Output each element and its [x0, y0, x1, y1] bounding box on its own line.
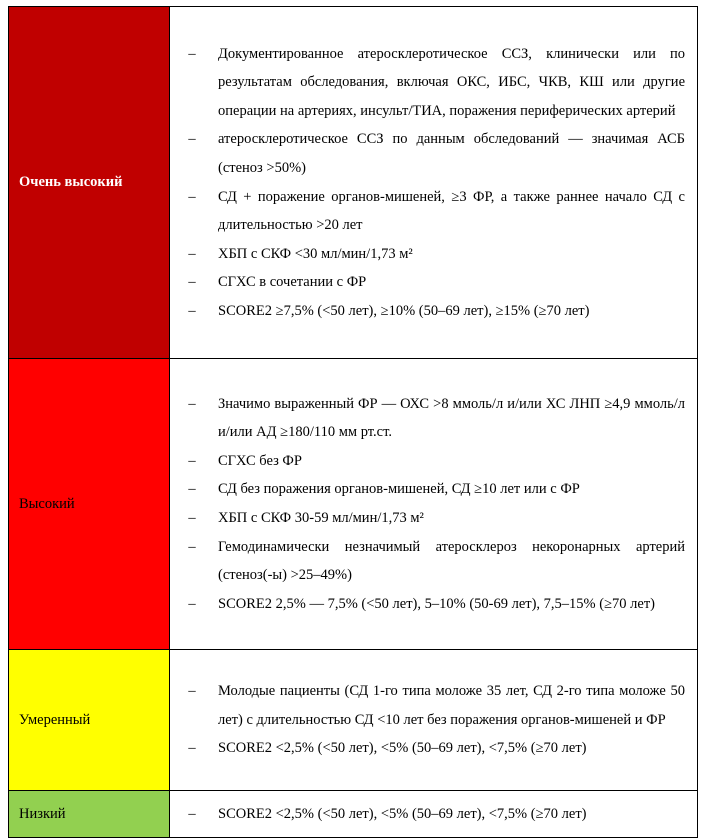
dash-bullet: – — [188, 131, 196, 148]
criteria-cell — [170, 791, 698, 838]
dash-bullet: – — [188, 805, 196, 822]
risk-level-very-high: Очень высокий — [9, 7, 170, 359]
dash-bullet: – — [188, 452, 196, 469]
criterion-text: СД + поражение органов-мишеней, ≥3 ФР, а также раннее начало СД с длительностью >20 лет — [218, 188, 685, 234]
criteria-cell — [170, 650, 698, 791]
dash-bullet: – — [188, 538, 196, 555]
criterion-text: SCORE2 ≥7,5% (<50 лет), ≥10% (50–69 лет), ≥15% (≥70 лет) — [218, 302, 590, 319]
dash-bullet: – — [188, 245, 196, 262]
table-row — [9, 359, 698, 650]
criterion-text: ХБП с СКФ 30-59 мл/мин/1,73 м² — [218, 510, 424, 526]
dash-bullet: – — [188, 481, 196, 498]
dash-bullet: – — [188, 395, 196, 412]
criteria-cell — [170, 7, 698, 359]
list-item — [182, 268, 685, 297]
list-item — [182, 504, 685, 533]
list-item — [182, 590, 685, 619]
criteria-list — [182, 800, 685, 829]
criteria-list — [182, 40, 685, 326]
criterion-text: СГХС в сочетании с ФР — [218, 274, 367, 291]
criterion-text: атеросклеротическое ССЗ по данным обследований — значимая АСБ (стеноз >50%) — [218, 131, 685, 176]
table-row — [9, 7, 698, 359]
dash-bullet: – — [188, 510, 196, 526]
list-item — [182, 240, 685, 269]
dash-bullet: – — [188, 595, 196, 612]
list-item — [182, 40, 685, 126]
criterion-text: Значимо выраженный ФР — ОХС >8 ммоль/л и/или ХС ЛНП ≥4,9 ммоль/л и/или АД ≥180/110 мм рт.ст. — [218, 395, 685, 441]
risk-level-low: Низкий — [9, 791, 170, 838]
list-item — [182, 447, 685, 476]
criterion-text: СГХС без ФР — [218, 452, 302, 469]
risk-category-table — [8, 6, 698, 838]
dash-bullet: – — [188, 274, 196, 291]
dash-bullet: – — [188, 188, 196, 205]
criterion-text: СД без поражения органов-мишеней, СД ≥10 лет или с ФР — [218, 481, 580, 498]
risk-level-moderate: Умеренный — [9, 650, 170, 791]
dash-bullet: – — [188, 740, 196, 757]
criteria-cell — [170, 359, 698, 650]
dash-bullet: – — [188, 45, 196, 62]
list-item — [182, 297, 685, 326]
table-row — [9, 650, 698, 791]
dash-bullet: – — [188, 302, 196, 319]
criterion-text: Документированное атеросклеротическое ССЗ, клинически или по результатам обследования, включая ОКС, ИБС, ЧКВ, КШ или другие операции на артериях, инсульт/ТИА, поражения периферических артерий — [218, 45, 685, 119]
list-item — [182, 475, 685, 504]
list-item — [182, 125, 685, 182]
criteria-list — [182, 390, 685, 619]
list-item — [182, 734, 685, 763]
criteria-list — [182, 677, 685, 763]
list-item — [182, 800, 685, 829]
list-item — [182, 183, 685, 240]
criterion-text: SCORE2 <2,5% (<50 лет), <5% (50–69 лет), <7,5% (≥70 лет) — [218, 805, 587, 822]
criterion-text: Гемодинамически незначимый атеросклероз некоронарных артерий (стеноз(-ы) >25–49%) — [218, 538, 685, 584]
criterion-text: ХБП с СКФ <30 мл/мин/1,73 м² — [218, 245, 413, 262]
criterion-text: SCORE2 2,5% — 7,5% (<50 лет), 5–10% (50-69 лет), 7,5–15% (≥70 лет) — [218, 595, 656, 612]
criterion-text: Молодые пациенты (СД 1-го типа моложе 35 лет, СД 2-го типа моложе 50 лет) с длительностью СД <10 лет без поражения органов-мишеней и ФР — [218, 683, 685, 728]
list-item — [182, 533, 685, 590]
risk-level-high: Высокий — [9, 359, 170, 650]
table-row — [9, 791, 698, 838]
list-item — [182, 390, 685, 447]
list-item — [182, 677, 685, 734]
criterion-text: SCORE2 <2,5% (<50 лет), <5% (50–69 лет), <7,5% (≥70 лет) — [218, 740, 587, 757]
dash-bullet: – — [188, 683, 196, 700]
